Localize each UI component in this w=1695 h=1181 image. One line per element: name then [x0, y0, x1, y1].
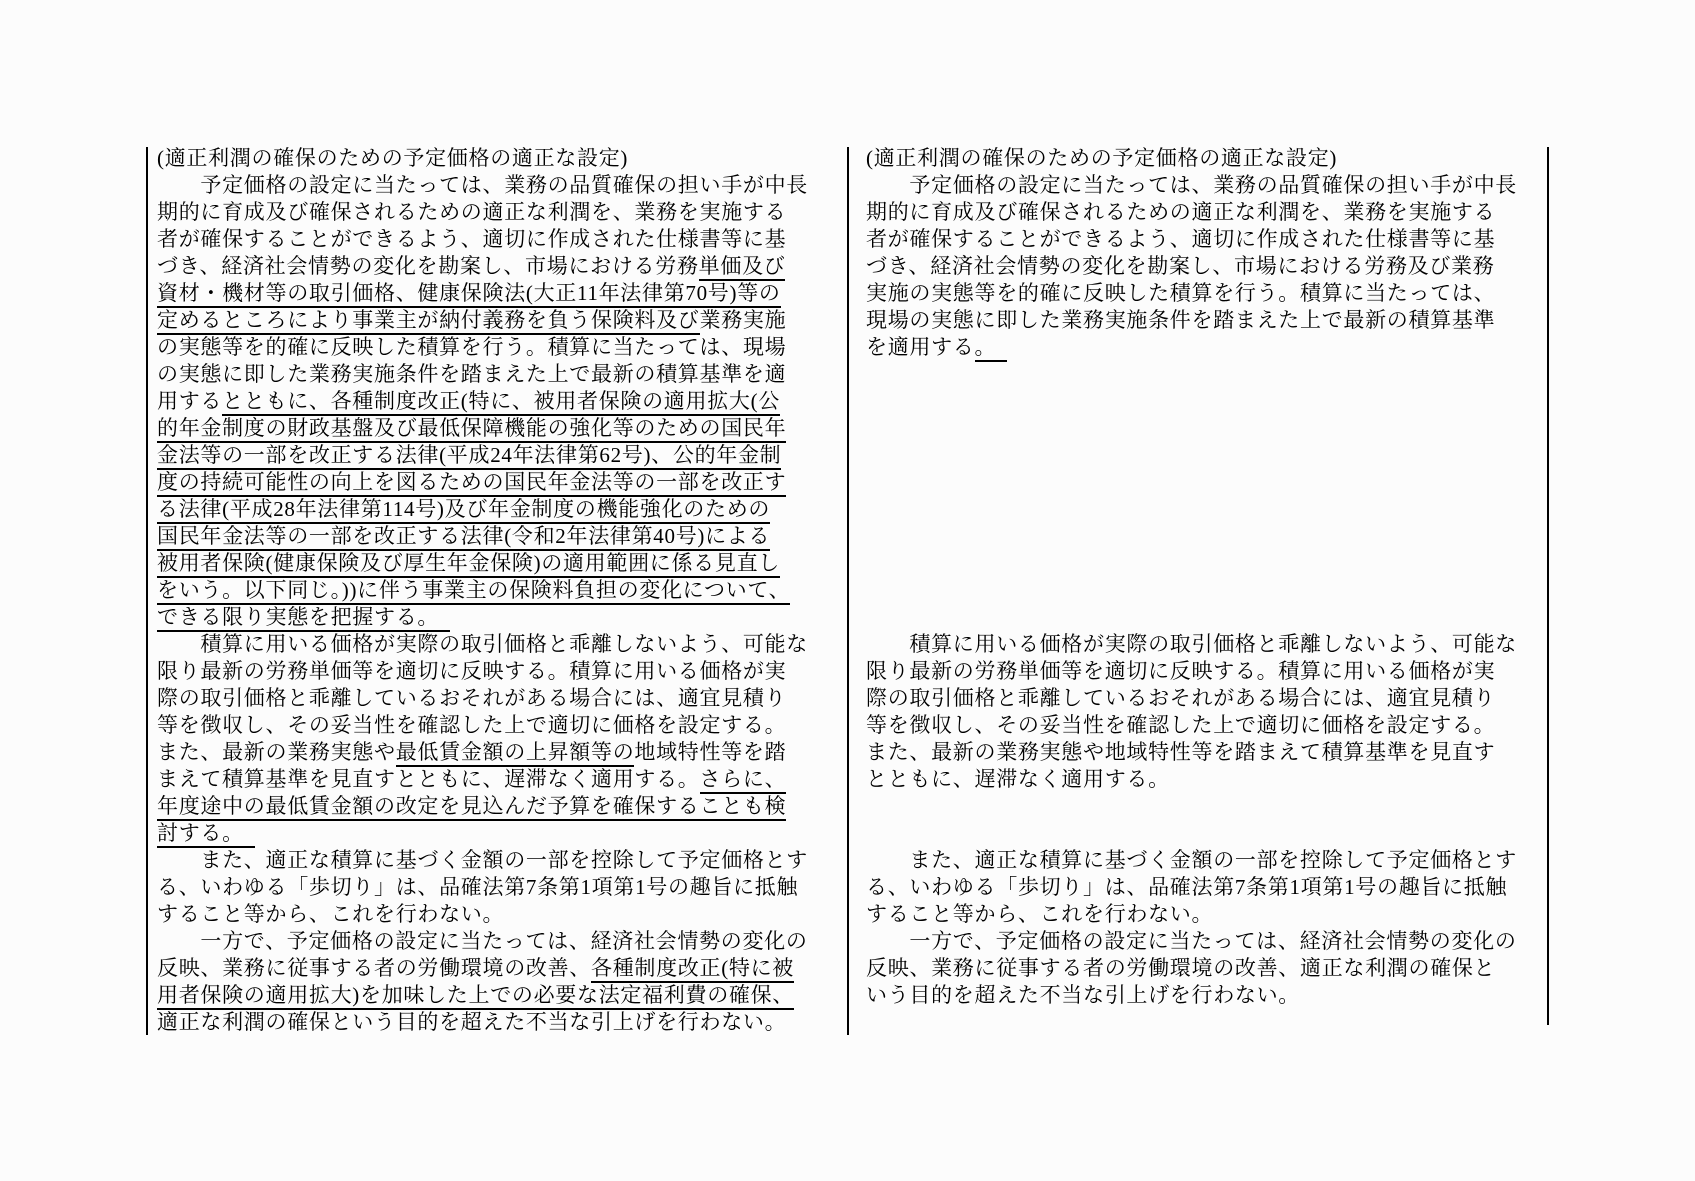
- text-line: [866, 469, 1556, 496]
- text-line: [157, 901, 847, 928]
- text-line: [157, 469, 847, 496]
- text-line: [157, 523, 847, 550]
- text-segment: 際の取引価格と乖離しているおそれがある場合には、適宜見積り: [866, 686, 1496, 710]
- underlined-text-segment: 各種制度改正(特に被: [591, 956, 794, 983]
- text-line: [866, 415, 1556, 442]
- text-segment: 予定価格の設定に当たっては、業務の品質確保の担い手が中長: [157, 173, 808, 197]
- text-line: [866, 577, 1556, 604]
- text-line: [157, 739, 847, 766]
- underlined-text-segment: 討する。: [157, 821, 255, 848]
- text-segment: 積算に用いる価格が実際の取引価格と乖離しないよう、可能な: [157, 632, 808, 656]
- text-segment: また、最新の業務実態や: [157, 740, 396, 764]
- text-line: [866, 766, 1556, 793]
- underlined-text-segment: をいう。以下同じ。))に伴う事業主の保険料負担の変化について、: [157, 578, 790, 605]
- column-divider-line: [847, 147, 849, 1035]
- text-segment: 反映、業務に従事する者の労働環境の改善、適正な利潤の確保と: [866, 956, 1496, 980]
- text-segment: 一方で、予定価格の設定に当たっては、経済社会情勢の変化の: [157, 929, 808, 953]
- text-segment: 者が確保することができるよう、適切に作成された仕様書等に基: [866, 227, 1496, 251]
- text-line: [866, 550, 1556, 577]
- text-line: [157, 388, 847, 415]
- text-segment: すること等から、これを行わない。: [866, 902, 1214, 926]
- text-line: [866, 226, 1556, 253]
- text-segment: (適正利潤の確保のための予定価格の適正な設定): [157, 146, 629, 170]
- text-segment: (適正利潤の確保のための予定価格の適正な設定): [866, 146, 1338, 170]
- text-line: [866, 982, 1556, 1009]
- underlined-text-segment: さらに、: [700, 767, 787, 794]
- underlined-text-segment: 度の持続可能性の向上を図るための国民年金法等の一部を改正す: [157, 470, 786, 497]
- underlined-text-segment: とともに、各種制度改正(特に、被用者保険の適用拡大(公: [222, 389, 780, 416]
- text-line: [866, 199, 1556, 226]
- text-segment: 限り最新の労務単価等を適切に反映する。積算に用いる価格が実: [157, 659, 787, 683]
- text-line: [157, 307, 847, 334]
- text-line: [866, 631, 1556, 658]
- text-segment: すること等から、これを行わない。: [157, 902, 505, 926]
- text-line: [157, 631, 847, 658]
- text-segment: づき、経済社会情勢の変化を勘案し、市場における労務及び業務: [866, 254, 1495, 278]
- text-line: [157, 361, 847, 388]
- underlined-text-segment: 金法等の一部を改正する法律(平成24年法律第62号)、公的年金制: [157, 443, 781, 470]
- text-line: [157, 604, 847, 631]
- text-line: [157, 550, 847, 577]
- text-segment: 等を徴収し、その妥当性を確認した上で適切に価格を設定する。: [157, 713, 787, 737]
- underlined-text-segment: 定めるところにより事業主が納付義務を負う保険料及び: [157, 308, 700, 335]
- text-line: [157, 1009, 847, 1036]
- text-line: [866, 658, 1556, 685]
- underlined-text-segment: 単価及び: [699, 254, 786, 281]
- text-segment: 実施の実態等を的確に反映した積算を行う。積算に当たっては、: [866, 281, 1496, 305]
- text-line: [157, 658, 847, 685]
- text-line: [866, 523, 1556, 550]
- underlined-text-segment: 国民年金法等の一部を改正する法律(令和2年法律第40号)による: [157, 524, 770, 551]
- text-line: [866, 361, 1556, 388]
- text-line: [157, 334, 847, 361]
- text-segment: 際の取引価格と乖離しているおそれがある場合には、適宜見積り: [157, 686, 787, 710]
- text-line: [866, 496, 1556, 523]
- text-line: [157, 496, 847, 523]
- text-line: [866, 388, 1556, 415]
- text-segment: まえて積算基準を見直すとともに、遅滞なく適用する。: [157, 767, 700, 791]
- text-line: [866, 172, 1556, 199]
- text-line: [866, 874, 1556, 901]
- text-segment: 等を徴収し、その妥当性を確認した上で適切に価格を設定する。: [866, 713, 1496, 737]
- underlined-text-segment: 。: [975, 335, 1008, 362]
- text-line: [157, 793, 847, 820]
- text-segment: の実態に即した業務実施条件を踏まえた上で最新の積算基準を適: [157, 362, 787, 386]
- text-segment: 者が確保することができるよう、適切に作成された仕様書等に基: [157, 227, 787, 251]
- text-line: [866, 793, 1556, 820]
- text-segment: 用する: [157, 389, 223, 413]
- text-line: [866, 712, 1556, 739]
- text-line: [866, 928, 1556, 955]
- text-line: [866, 847, 1556, 874]
- text-segment: を適用する: [866, 335, 975, 359]
- underlined-text-segment: できる限り実態を把握する。: [157, 605, 450, 632]
- text-segment: 現場の実態に即した業務実施条件を踏まえた上で最新の積算基準: [866, 308, 1496, 332]
- text-line: [866, 442, 1556, 469]
- text-line: [866, 739, 1556, 766]
- left-column-left-border-line: [146, 147, 148, 1035]
- text-segment: る、いわゆる「歩切り」は、品確法第7条第1項第1号の趣旨に抵触: [157, 875, 799, 899]
- underlined-text-segment: 年度途中の最低賃金額の改定を見込んだ予算を確保することも検: [157, 794, 786, 821]
- text-line: [157, 955, 847, 982]
- text-line: [157, 847, 847, 874]
- right-column-current-text: [866, 145, 1556, 1009]
- text-line: [157, 766, 847, 793]
- text-line: [866, 685, 1556, 712]
- text-line: [866, 307, 1556, 334]
- text-line: [157, 577, 847, 604]
- text-line: [866, 253, 1556, 280]
- text-segment: また、適正な積算に基づく金額の一部を控除して予定価格とす: [866, 848, 1517, 872]
- text-line: [157, 685, 847, 712]
- text-segment: づき、経済社会情勢の変化を勘案し、市場における労務: [157, 254, 699, 278]
- text-line: [157, 928, 847, 955]
- text-line: [157, 874, 847, 901]
- text-line: [866, 280, 1556, 307]
- underlined-text-segment: 被用者保険(健康保険及び厚生年金保険)の適用範囲に係る見直し: [157, 551, 780, 578]
- text-segment: 限り最新の労務単価等を適切に反映する。積算に用いる価格が実: [866, 659, 1496, 683]
- text-line: [157, 442, 847, 469]
- underlined-text-segment: 用者保険の適用拡大)を加味した上での必要な法定福利費の確保、: [157, 983, 794, 1010]
- underlined-text-segment: る法律(平成28年法律第114号)及び年金制度の機能強化のための: [157, 497, 770, 524]
- text-segment: いう目的を超えた不当な引上げを行わない。: [866, 983, 1300, 1007]
- text-line: [866, 334, 1556, 361]
- left-column-revised-text: [157, 145, 847, 1036]
- text-line: [157, 280, 847, 307]
- text-line: [157, 226, 847, 253]
- text-line: [157, 820, 847, 847]
- text-segment: 期的に育成及び確保されるための適正な利潤を、業務を実施する: [866, 200, 1496, 224]
- text-segment: また、最新の業務実態や地域特性等を踏まえて積算基準を見直す: [866, 740, 1496, 764]
- text-segment: 業務実施: [699, 308, 787, 332]
- text-segment: る、いわゆる「歩切り」は、品確法第7条第1項第1号の趣旨に抵触: [866, 875, 1508, 899]
- text-line: [157, 982, 847, 1009]
- text-segment: また、適正な積算に基づく金額の一部を控除して予定価格とす: [157, 848, 808, 872]
- text-line: [157, 145, 847, 172]
- text-segment: の実態等を的確に反映した積算を行う。積算に当たっては、現場: [157, 335, 787, 359]
- text-segment: 適正な利潤の確保という目的を超えた不当な引上げを行わない。: [157, 1010, 787, 1034]
- text-line: [866, 145, 1556, 172]
- text-line: [866, 955, 1556, 982]
- text-line: [157, 712, 847, 739]
- text-line: [866, 820, 1556, 847]
- underlined-text-segment: 最低賃金額の上昇額等の: [396, 740, 635, 767]
- text-line: [866, 604, 1556, 631]
- text-segment: 予定価格の設定に当たっては、業務の品質確保の担い手が中長: [866, 173, 1517, 197]
- text-segment: 反映、業務に従事する者の労働環境の改善、: [157, 956, 591, 980]
- text-line: [157, 199, 847, 226]
- underlined-text-segment: 資材・機材等の取引価格、健康保険法(大正11年法律第70号)等の: [157, 281, 781, 308]
- text-line: [157, 172, 847, 199]
- text-segment: 地域特性等を踏: [634, 740, 787, 764]
- underlined-text-segment: 的年金制度の財政基盤及び最低保障機能の強化等のための国民年: [157, 416, 786, 443]
- text-segment: とともに、遅滞なく適用する。: [866, 767, 1170, 791]
- text-line: [866, 901, 1556, 928]
- text-segment: 期的に育成及び確保されるための適正な利潤を、業務を実施する: [157, 200, 787, 224]
- text-segment: 一方で、予定価格の設定に当たっては、経済社会情勢の変化の: [866, 929, 1517, 953]
- text-line: [157, 415, 847, 442]
- text-line: [157, 253, 847, 280]
- text-segment: 積算に用いる価格が実際の取引価格と乖離しないよう、可能な: [866, 632, 1517, 656]
